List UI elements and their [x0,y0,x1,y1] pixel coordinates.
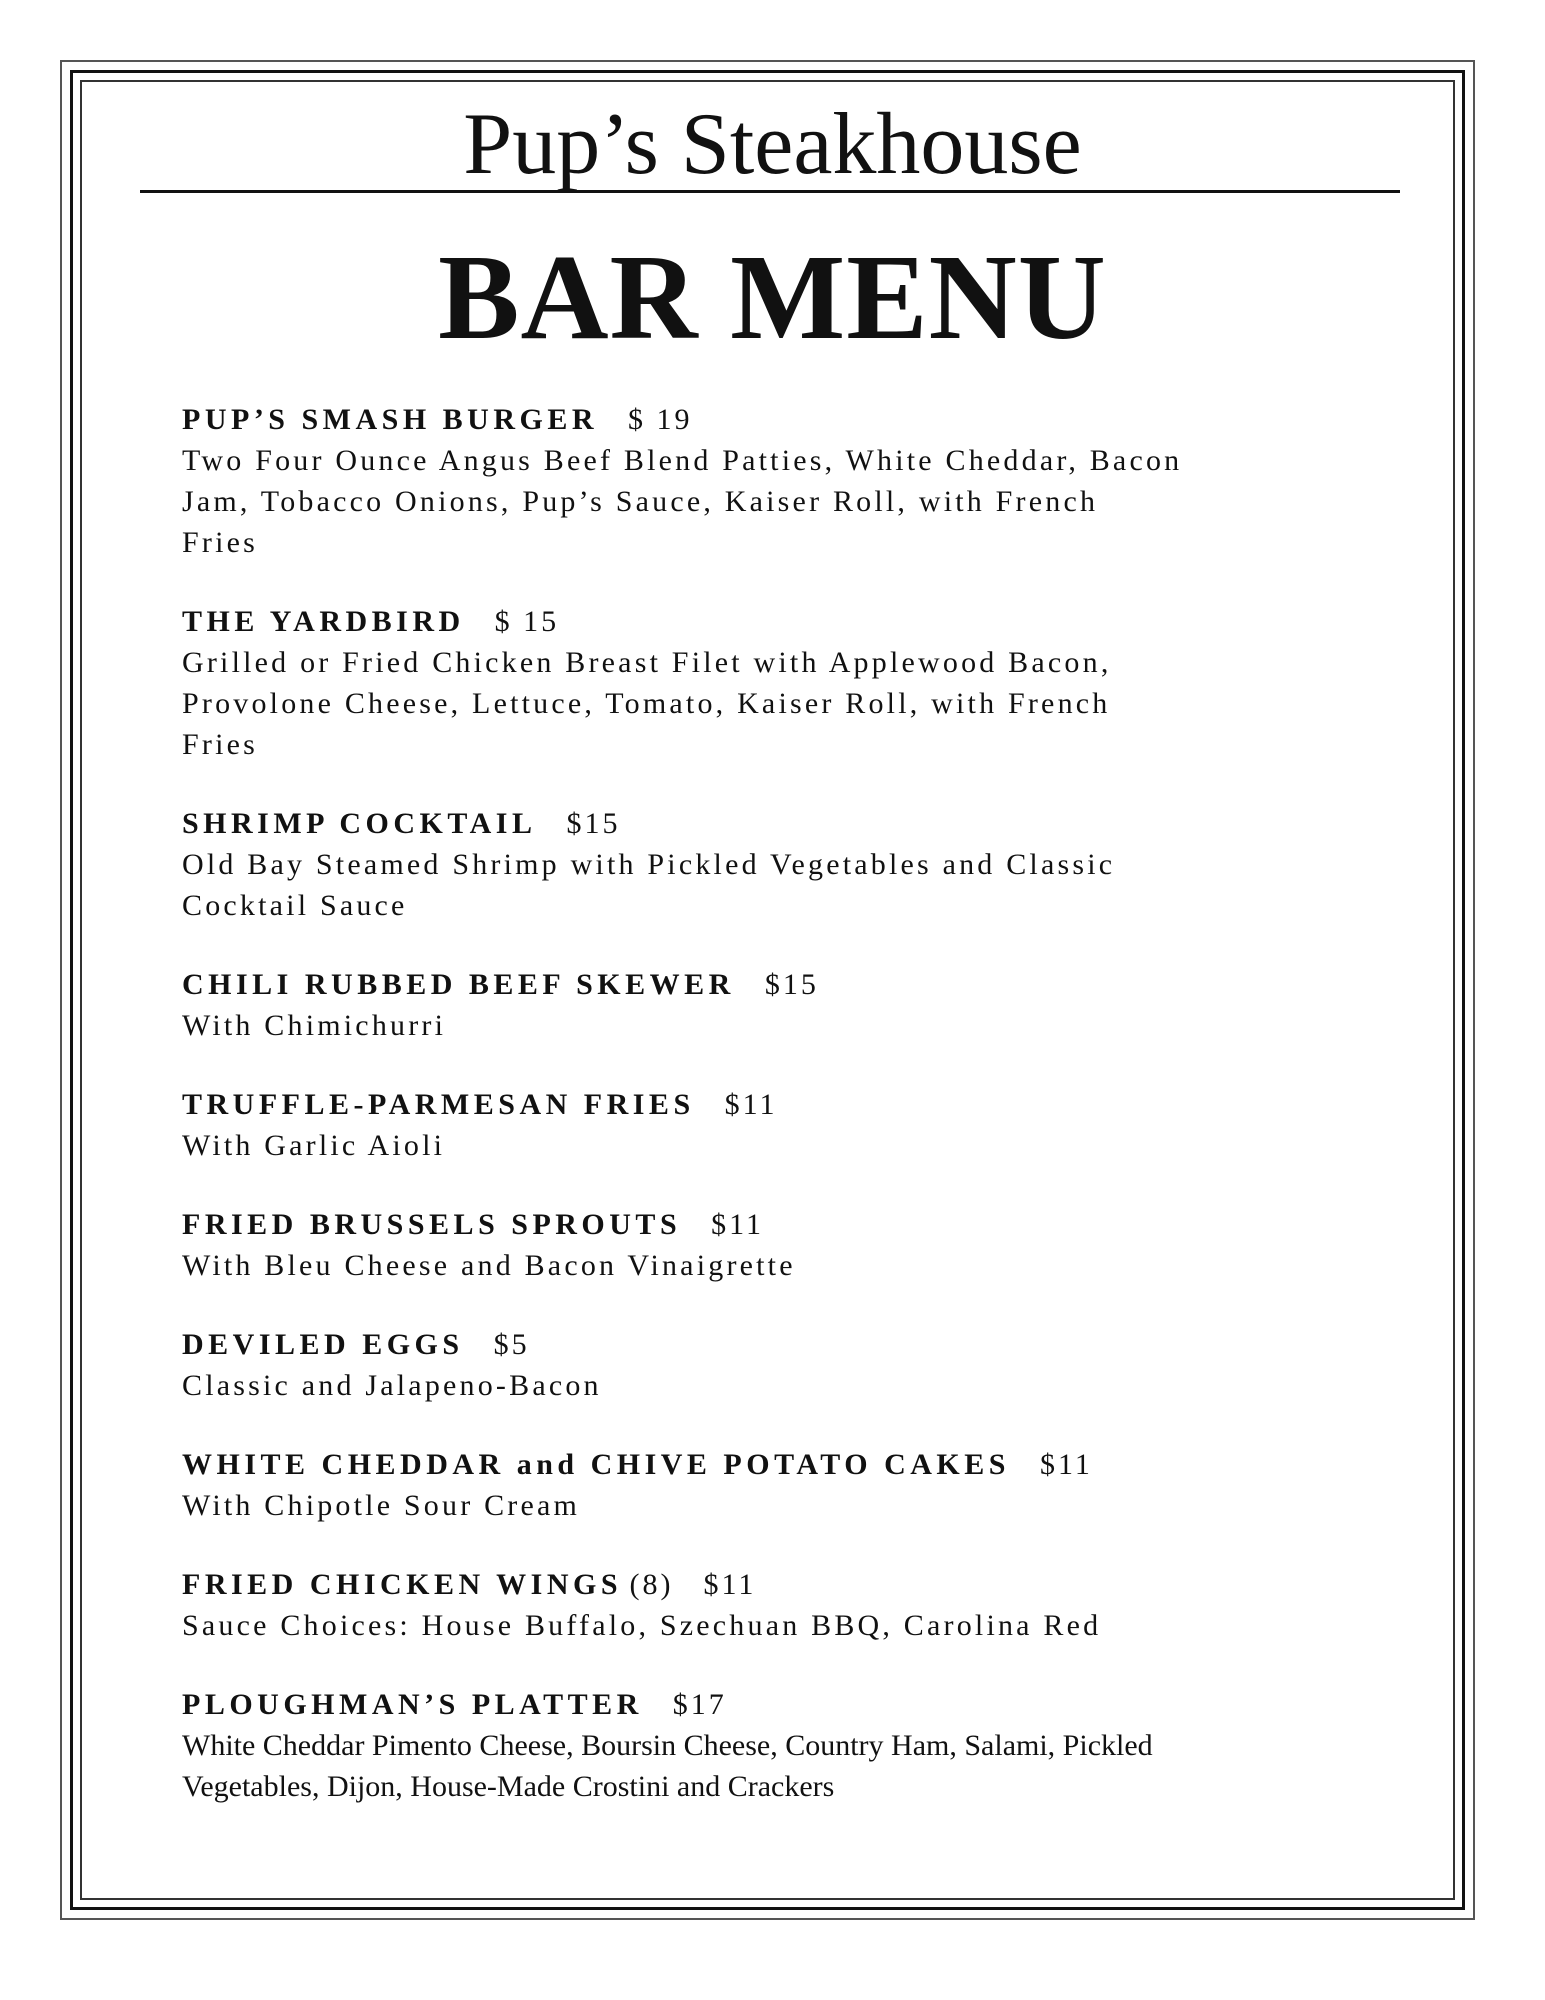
menu-item [182,1085,1382,1166]
menu-item-quantity: (8) [629,1568,674,1601]
menu-item-header [182,1085,1382,1125]
menu-item-description: Sauce Choices: House Buffalo, Szechuan BBQ, Carolina Red [182,1609,1102,1642]
menu-item-header [182,1565,1382,1605]
menu-item [182,1445,1382,1526]
menu-item [182,1565,1382,1646]
menu-item-price: $5 [493,1328,530,1361]
menu-item-name: DEVILED EGGS [182,1328,464,1361]
menu-item-header [182,400,1382,440]
menu-item-price: $11 [1039,1448,1093,1481]
menu-item-name: FRIED CHICKEN WINGS [182,1568,623,1601]
menu-item [182,804,1382,926]
menu-item-header [182,1445,1382,1485]
menu-item-description: With Garlic Aioli [182,1129,446,1162]
menu-item-name: CHILI RUBBED BEEF SKEWER [182,968,735,1001]
menu-item [182,1685,1382,1807]
menu-item-name: SHRIMP COCKTAIL [182,807,537,840]
menu-item-name: THE YARDBIRD [182,605,465,638]
menu-item-name: FRIED BRUSSELS SPROUTS [182,1208,682,1241]
menu-item-description: White Cheddar Pimento Cheese, Boursin Cheese, Country Ham, Salami, Pickled Vegetables, Dijon, House-Made Crostini and Crackers [182,1729,1153,1803]
menu-item-price: $ 19 [628,403,693,436]
menu-item-description: Grilled or Fried Chicken Breast Filet with Applewood Bacon, Provolone Cheese, Lettuce, Tomato, Kaiser Roll, with French Fries [182,646,1112,761]
menu-item [182,1325,1382,1406]
menu-item-price: $11 [711,1208,765,1241]
menu-item-header [182,1325,1382,1365]
menu-item-price: $15 [566,807,621,840]
menu-item [182,965,1382,1046]
menu-item-name: PUP’S SMASH BURGER [182,403,599,436]
menu-items-list [182,400,1382,1846]
menu-item-name: PLOUGHMAN’S PLATTER [182,1688,643,1721]
menu-item-description: Two Four Ounce Angus Beef Blend Patties, White Cheddar, Bacon Jam, Tobacco Onions, Pup’s Sauce, Kaiser Roll, with French Fries [182,444,1183,559]
menu-item-price: $11 [703,1568,757,1601]
restaurant-name: Pup’s Steakhouse [463,96,1082,193]
menu-item-header [182,1685,1382,1725]
menu-item-price: $11 [724,1088,778,1121]
menu-item-name: TRUFFLE-PARMESAN FRIES [182,1088,695,1121]
menu-item-description: Classic and Jalapeno-Bacon [182,1369,602,1402]
menu-item [182,1205,1382,1286]
menu-item-description: With Chimichurri [182,1009,447,1042]
menu-item [182,602,1382,765]
menu-item-header [182,1205,1382,1245]
menu-item-description: Old Bay Steamed Shrimp with Pickled Vegetables and Classic Cocktail Sauce [182,848,1116,922]
menu-item [182,400,1382,563]
menu-item-name: WHITE CHEDDAR and CHIVE POTATO CAKES [182,1448,1010,1481]
menu-item-description: With Chipotle Sour Cream [182,1489,581,1522]
menu-item-header [182,602,1382,642]
menu-item-header [182,965,1382,1005]
menu-item-price: $ 15 [494,605,560,638]
title-divider [140,190,1400,193]
menu-item-header [182,804,1382,844]
menu-item-price: $15 [764,968,819,1001]
menu-item-description: With Bleu Cheese and Bacon Vinaigrette [182,1249,796,1282]
menu-item-price: $17 [672,1688,727,1721]
menu-title: BAR MENU [438,230,1107,365]
